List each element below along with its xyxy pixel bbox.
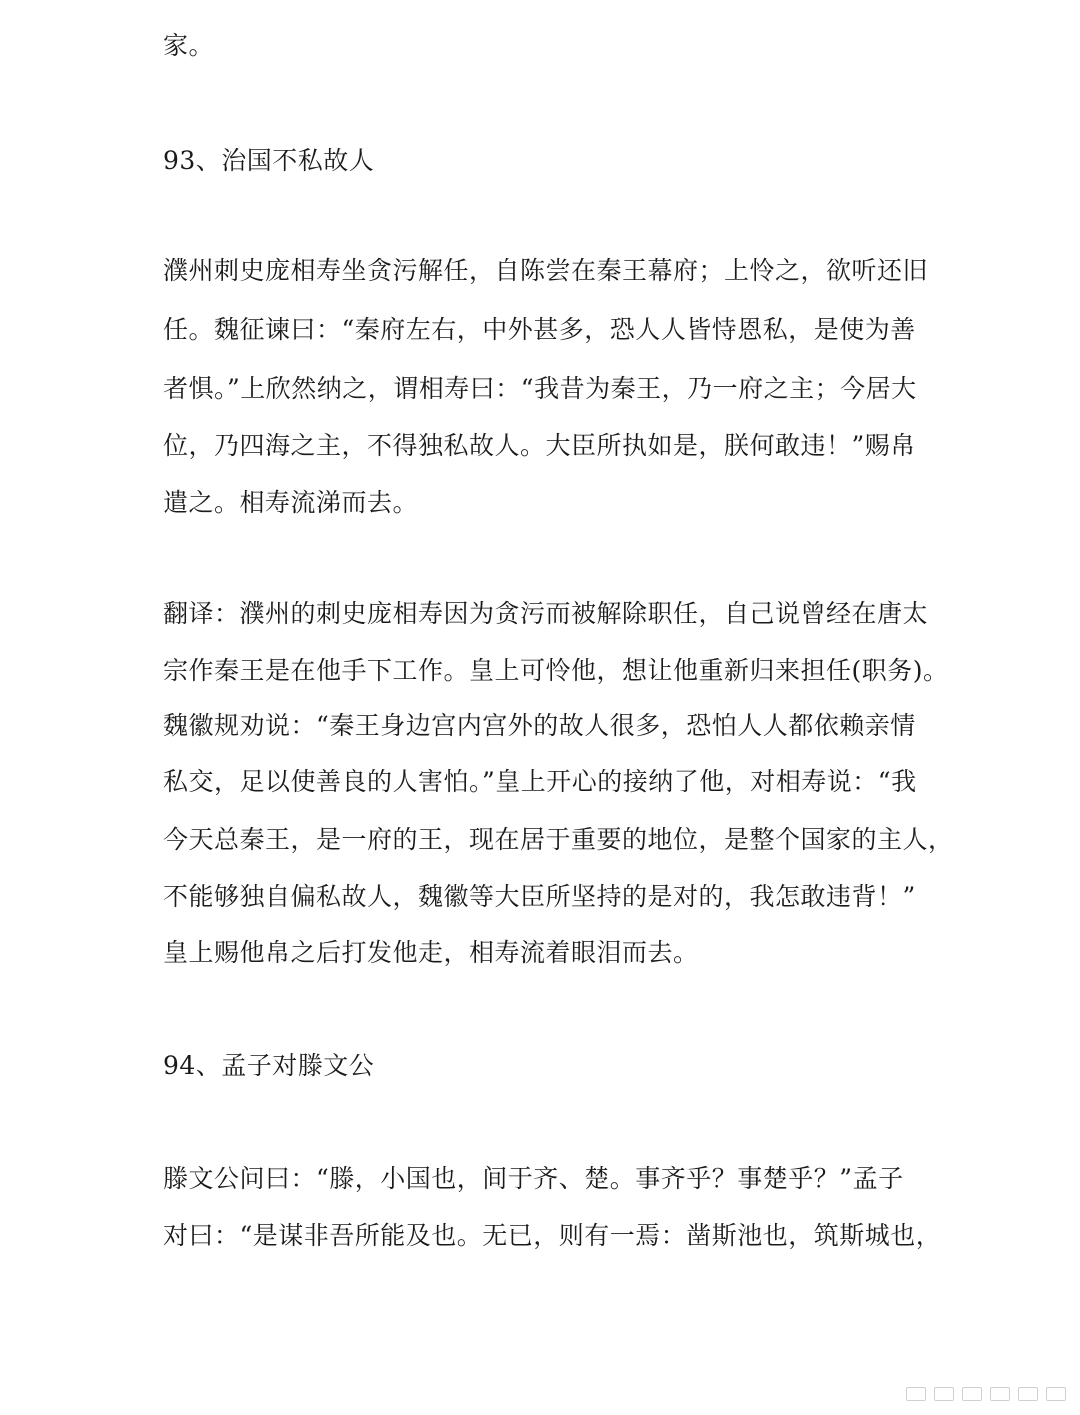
text-line: 魏徽规劝说：“秦王身边宫内宫外的故人很多，恐怕人人都依赖亲情 [163, 711, 916, 740]
watermark-mark-icon [962, 1387, 982, 1401]
text-line: 任。魏征谏曰：“秦府左右，中外甚多，恐人人皆恃恩私，是使为善 [163, 315, 916, 344]
text-line: 翻译：濮州的刺史庞相寿因为贪污而被解除职任，自己说曾经在唐太 [163, 599, 929, 628]
text-line: 皇上赐他帛之后打发他走，相寿流着眼泪而去。 [163, 938, 699, 967]
text-line: 不能够独自偏私故人，魏徽等大臣所坚持的是对的，我怎敢违背！” [163, 882, 916, 911]
text-line: 位，乃四海之主，不得独私故人。大臣所执如是，朕何敢违！”赐帛 [163, 431, 916, 460]
text-line: 滕文公问曰：“滕，小国也，间于齐、楚。事齐乎？事楚乎？”孟子 [163, 1164, 904, 1193]
text-line: 今天总秦王，是一府的王，现在居于重要的地位，是整个国家的主人， [163, 825, 954, 854]
text-line: 对曰：“是谋非吾所能及也。无已，则有一焉：凿斯池也，筑斯城也， [163, 1221, 942, 1250]
watermark-mark-icon [934, 1387, 954, 1401]
watermark-mark-icon [1046, 1387, 1066, 1401]
watermark-mark-icon [906, 1387, 926, 1401]
text-line: 家。 [163, 31, 215, 60]
text-line: 者惧。”上欣然纳之，谓相寿曰：“我昔为秦王，乃一府之主；今居大 [163, 374, 917, 403]
text-line: 濮州刺史庞相寿坐贪污解任，自陈尝在秦王幕府；上怜之，欲听还旧 [163, 256, 929, 285]
section-heading-94: 94、孟子对滕文公 [163, 1051, 375, 1080]
text-line: 宗作秦王是在他手下工作。皇上可怜他，想让他重新归来担任(职务)。 [163, 656, 949, 685]
watermark-mark-icon [1018, 1387, 1038, 1401]
section-heading-93: 93、治国不私故人 [163, 146, 375, 175]
text-line: 遣之。相寿流涕而去。 [163, 488, 419, 517]
watermark-mark-icon [990, 1387, 1010, 1401]
watermark [906, 1387, 1066, 1401]
text-line: 私交，足以使善良的人害怕。”皇上开心的接纳了他，对相寿说：“我 [163, 767, 917, 796]
